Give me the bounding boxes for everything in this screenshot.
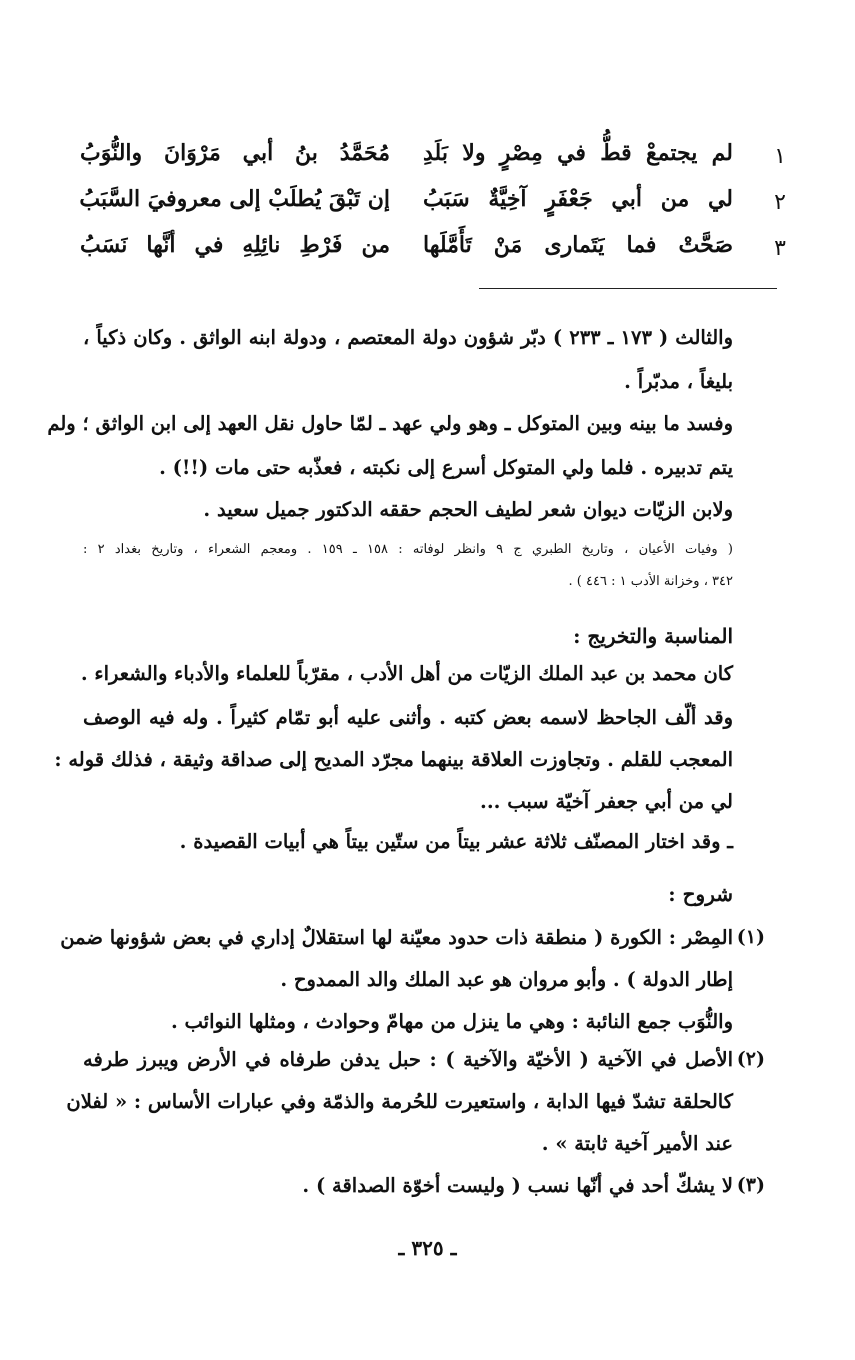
- occasion-line: المعجب للقلم . وتجاوزت العلاقة بينهما مجرّد المديح إلى صداقة وثيقة ، فذلك قوله :: [54, 748, 733, 771]
- verse-second-hemistich: إن تَبْقَ يُطلَبْ إلى معروفيَ السَّبَبُ: [79, 186, 390, 212]
- note-line: المِصْر : الكورة ( منطقة ذات حدود معيّنة لها استقلالٌ إداري في بعض شؤونها ضمن: [60, 926, 733, 949]
- occasion-line: كان محمد بن عبد الملك الزيّات من أهل الأدب ، مقرّباً للعلماء والأدباء والشعراء .: [80, 662, 733, 685]
- bio-line: وفسد ما بينه وبين المتوكل ـ وهو ولي عهد ـ لمّا حاول نقل العهد إلى ابن الواثق ؛ ولم: [47, 412, 733, 435]
- verse-number: ٣: [774, 236, 786, 261]
- occasion-line: لي من أبي جعفر آخيّة سبب ...: [480, 790, 733, 813]
- footnote-divider: [479, 288, 777, 289]
- bio-line: ولابن الزيّات ديوان شعر لطيف الحجم حققه الدكتور جميل سعيد .: [203, 498, 733, 521]
- bio-line: والثالث ( ١٧٣ ـ ٢٣٣ ) دبّر شؤون دولة المعتصم ، ودولة ابنه الواثق . وكان ذكياً ،: [83, 326, 733, 349]
- occasion-line: ـ وقد اختار المصنّف ثلاثة عشر بيتاً من ستّين بيتاً هي أبيات القصيدة .: [179, 830, 733, 853]
- verse-first-hemistich: لي من أبي جَعْفَرٍ آخِيَّةٌ سَبَبُ: [423, 186, 733, 212]
- note-line: الأصل في الآخية ( الأخيّة والآخية ) : حبل يدفن طرفاه في الأرض ويبرز طرفه: [83, 1048, 733, 1071]
- note-line: والنُّوَب جمع النائبة : وهي ما ينزل من مهامّ وحوادث ، ومثلها النوائب .: [170, 1010, 733, 1033]
- note-line: كالحلقة تشدّ فيها الدابة ، واستعيرت للحُرمة والذمّة وفي عبارات الأساس : « لفلان: [66, 1090, 733, 1113]
- section-heading: المناسبة والتخريج :: [573, 624, 733, 648]
- bio-references: ( وفيات الأعيان ، وتاريخ الطبري ج ٩ وانظر لوفاته : ١٥٨ ـ ١٥٩ . ومعجم الشعراء ، وتاريخ بغداد ٢ :: [83, 542, 733, 557]
- note-line: لا يشكّ أحد في أنّها نسب ( وليست أخوّة الصداقة ) .: [302, 1174, 733, 1197]
- bio-references: ٣٤٢ ، وخزانة الأدب ١ : ٤٤٦ ) .: [568, 574, 733, 589]
- verse-number: ٢: [774, 190, 786, 215]
- verse-second-hemistich: من فَرْطِ نائِلِهِ في أنَّها نَسَبُ: [80, 232, 390, 258]
- page-number: ـ ٣٢٥ ـ: [398, 1236, 457, 1260]
- note-number: (٢): [736, 1048, 765, 1070]
- note-line: إطار الدولة ) . وأبو مروان هو عبد الملك والد الممدوح .: [280, 968, 733, 991]
- verse-second-hemistich: مُحَمَّدُ بنُ أبي مَرْوَانَ والنُّوَبُ: [80, 140, 390, 166]
- verse-first-hemistich: لم يجتمعْ قطُّ في مِصْرٍ ولا بَلَدِ: [423, 140, 733, 166]
- section-heading: شروح :: [668, 882, 733, 906]
- note-line: عند الأمير آخية ثابتة » .: [541, 1132, 733, 1155]
- bio-line: يتم تدبيره . فلما ولي المتوكل أسرع إلى نكبته ، فعذّبه حتى مات (!!) .: [159, 456, 733, 479]
- bio-line: بليغاً ، مدبّراً .: [624, 370, 733, 393]
- verse: [0, 232, 855, 282]
- note-number: (٣): [736, 1174, 765, 1196]
- occasion-line: وقد ألّف الجاحظ لاسمه بعض كتبه . وأثنى عليه أبو تمّام كثيراً . وله فيه الوصف: [83, 706, 733, 729]
- verse-first-hemistich: صَحَّتْ فما يَتَمارى مَنْ تَأَمَّلَها: [423, 232, 733, 258]
- note-number: (١): [736, 926, 765, 948]
- verse: [0, 140, 855, 190]
- verse: [0, 186, 855, 236]
- verse-number: ١: [774, 144, 786, 169]
